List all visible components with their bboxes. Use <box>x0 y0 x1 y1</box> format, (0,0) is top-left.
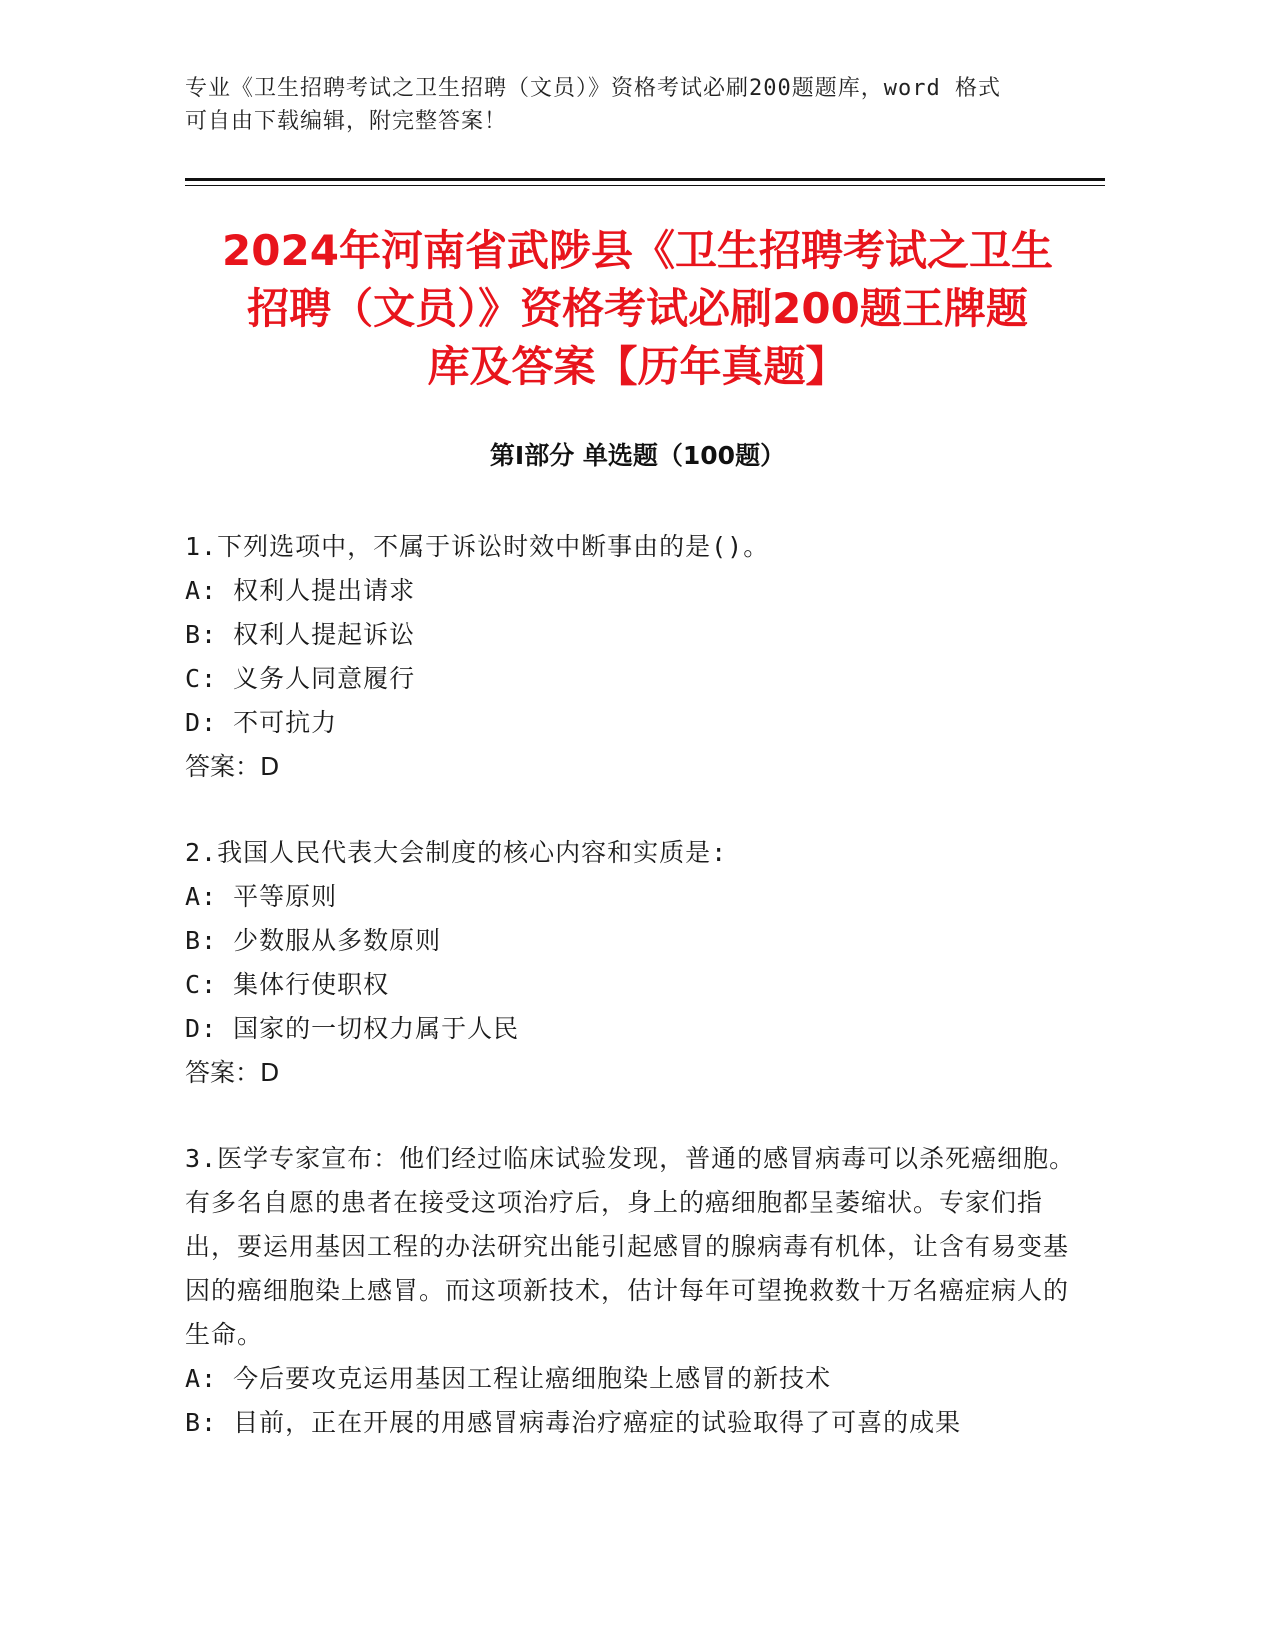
title-line-2: 招聘（文员）》资格考试必刷200题王牌题 <box>247 284 1028 333</box>
option-c: C: 义务人同意履行 <box>185 664 416 693</box>
answer: 答案：D <box>185 1058 280 1087</box>
title-line-1: 2024年河南省武陟县《卫生招聘考试之卫生 <box>222 226 1053 275</box>
answer: 答案：D <box>185 752 280 781</box>
option-d: D: 国家的一切权力属于人民 <box>185 1014 520 1043</box>
question-list <box>185 525 1085 1487</box>
question-1 <box>185 525 1085 789</box>
question-3 <box>185 1137 1085 1445</box>
question-text: 3.医学专家宣布：他们经过临床试验发现，普通的感冒病毒可以杀死癌细胞。有多名自愿的患者在接受这项治疗后，身上的癌细胞都呈萎缩状。专家们指出，要运用基因工程的办法研究出能引起感冒的腺病毒有机体，让含有易变基因的癌细胞染上感冒。而这项新技术，估计每年可望挽救数十万名癌症病人的生命。 <box>185 1144 1076 1349</box>
header-line-1: 专业《卫生招聘考试之卫生招聘（文员）》资格考试必刷200题题库，word 格式 <box>185 76 1001 101</box>
section-heading: 第Ⅰ部分 单选题（100题） <box>489 441 786 470</box>
option-a: A: 权利人提出请求 <box>185 576 416 605</box>
question-2 <box>185 831 1085 1095</box>
option-b: B: 少数服从多数原则 <box>185 926 442 955</box>
option-c: C: 集体行使职权 <box>185 970 390 999</box>
header-rule-thin <box>185 185 1105 186</box>
header-rule-thick <box>185 178 1105 181</box>
header-line-2: 可自由下载编辑，附完整答案！ <box>185 109 508 134</box>
title-line-3: 库及答案【历年真题】 <box>427 342 848 391</box>
document-header <box>185 72 1065 138</box>
option-d: D: 不可抗力 <box>185 708 338 737</box>
option-a: A: 今后要攻克运用基因工程让癌细胞染上感冒的新技术 <box>185 1364 832 1393</box>
question-text: 2.我国人民代表大会制度的核心内容和实质是: <box>185 838 728 867</box>
option-b: B: 目前，正在开展的用感冒病毒治疗癌症的试验取得了可喜的成果 <box>185 1408 962 1437</box>
document-title <box>150 222 1125 396</box>
option-b: B: 权利人提起诉讼 <box>185 620 416 649</box>
option-a: A: 平等原则 <box>185 882 338 911</box>
question-text: 1.下列选项中，不属于诉讼时效中断事由的是()。 <box>185 532 770 561</box>
